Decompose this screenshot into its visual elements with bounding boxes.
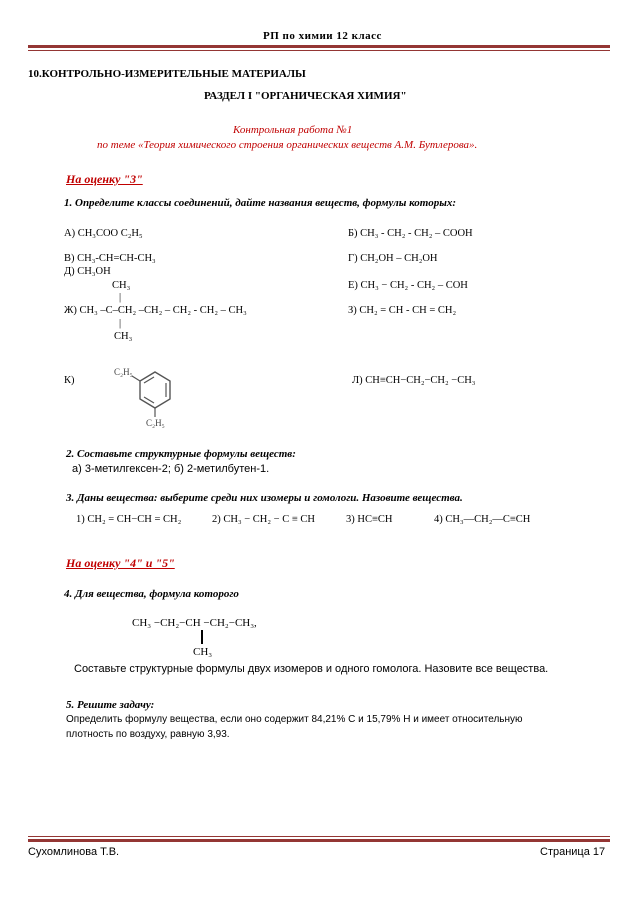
benzene-substituent-1: C₂H₅ bbox=[114, 367, 133, 377]
task5-line2: плотность по воздуху, равную 3,93. bbox=[66, 729, 230, 740]
formula-zh-bar: | bbox=[119, 292, 122, 303]
substance-1: 1) CH₂ = CH−CH = CH₂ bbox=[76, 514, 182, 525]
task2-prompt: 2. Составьте структурные формулы веществ: bbox=[66, 448, 296, 460]
substance-2: 2) CH₃ − CH₂ − C ≡ CH bbox=[212, 514, 315, 525]
formula-a: А) CH₃COO C₂H₅ bbox=[64, 228, 143, 239]
formula-zh-bar2: | bbox=[119, 318, 122, 329]
page-header-title: РП по химии 12 класс bbox=[263, 30, 382, 42]
header-rule-thin bbox=[28, 50, 610, 51]
task3-prompt: 3. Даны вещества: выберите среди них изомеры и гомологи. Назовите вещества. bbox=[66, 492, 463, 504]
footer-rule-thick bbox=[28, 839, 610, 842]
header-rule-thick bbox=[28, 45, 610, 48]
task4-branch-bond bbox=[201, 630, 203, 644]
footer-page-number: Страница 17 bbox=[540, 846, 606, 858]
task4-instruction: Составьте структурные формулы двух изомеров и одного гомолога. Назовите все вещества. bbox=[74, 663, 549, 675]
formula-k-label: К) bbox=[64, 375, 75, 386]
substance-4: 4) CH₃—CH₂—C≡CH bbox=[434, 514, 531, 525]
task2-items: а) 3-метилгексен-2; б) 2-метилбутен-1. bbox=[72, 463, 270, 475]
task4-branch: CH₃ bbox=[193, 646, 213, 658]
task5-line1: Определить формулу вещества, если оно содержит 84,21% С и 15,79% Н и имеет относительную bbox=[66, 714, 523, 725]
formula-zh-bottom: CH₃ bbox=[114, 331, 133, 342]
formula-b: Б) CH₃ - CH₂ - CH₂ – COOH bbox=[348, 228, 473, 239]
formula-zh-top: CH₃ bbox=[112, 280, 131, 291]
work-title: Контрольная работа №1 bbox=[233, 124, 353, 136]
substance-3: 3) HC≡CH bbox=[346, 514, 393, 525]
formula-v: В) CH₃-CH=CH-CH₃ bbox=[64, 253, 156, 264]
work-topic: по теме «Теория химического строения органических веществ А.М. Бутлерова». bbox=[97, 139, 478, 151]
formula-d: Д) CH₃OH bbox=[64, 266, 111, 277]
formula-zh: Ж) CH₃ –C–CH₂ –CH₂ – CH₂ - CH₂ – CH₃ bbox=[64, 305, 247, 316]
formula-e: Е) CH₃ − CH₂ - CH₂ – COH bbox=[348, 280, 468, 291]
task4-prompt: 4. Для вещества, формула которого bbox=[64, 588, 239, 600]
formula-z: З) CH₂ = CH - CH = CH₂ bbox=[348, 305, 457, 316]
section-subheading: РАЗДЕЛ I "ОРГАНИЧЕСКАЯ ХИМИЯ" bbox=[204, 90, 407, 102]
benzene-substituent-2: C₂H₅ bbox=[146, 418, 165, 428]
footer-rule-thin bbox=[28, 836, 610, 837]
task5-prompt: 5. Решите задачу: bbox=[66, 699, 155, 711]
task4-formula: CH₃ −CH₂−CH −CH₂−CH₃, bbox=[132, 617, 257, 629]
formula-l: Л) CH≡CH−CH₂−CH₂ −CH₃ bbox=[352, 375, 476, 386]
task1-prompt: 1. Определите классы соединений, дайте названия веществ, формулы которых: bbox=[64, 197, 457, 209]
grade-45-heading: На оценку "4" и "5" bbox=[66, 556, 175, 570]
formula-g: Г) CH₂OH – CH₂OH bbox=[348, 253, 438, 264]
section-heading: 10.КОНТРОЛЬНО-ИЗМЕРИТЕЛЬНЫЕ МАТЕРИАЛЫ bbox=[28, 68, 306, 80]
grade-3-heading: На оценку "3" bbox=[66, 172, 143, 186]
footer-author: Сухомлинова Т.В. bbox=[28, 846, 120, 858]
